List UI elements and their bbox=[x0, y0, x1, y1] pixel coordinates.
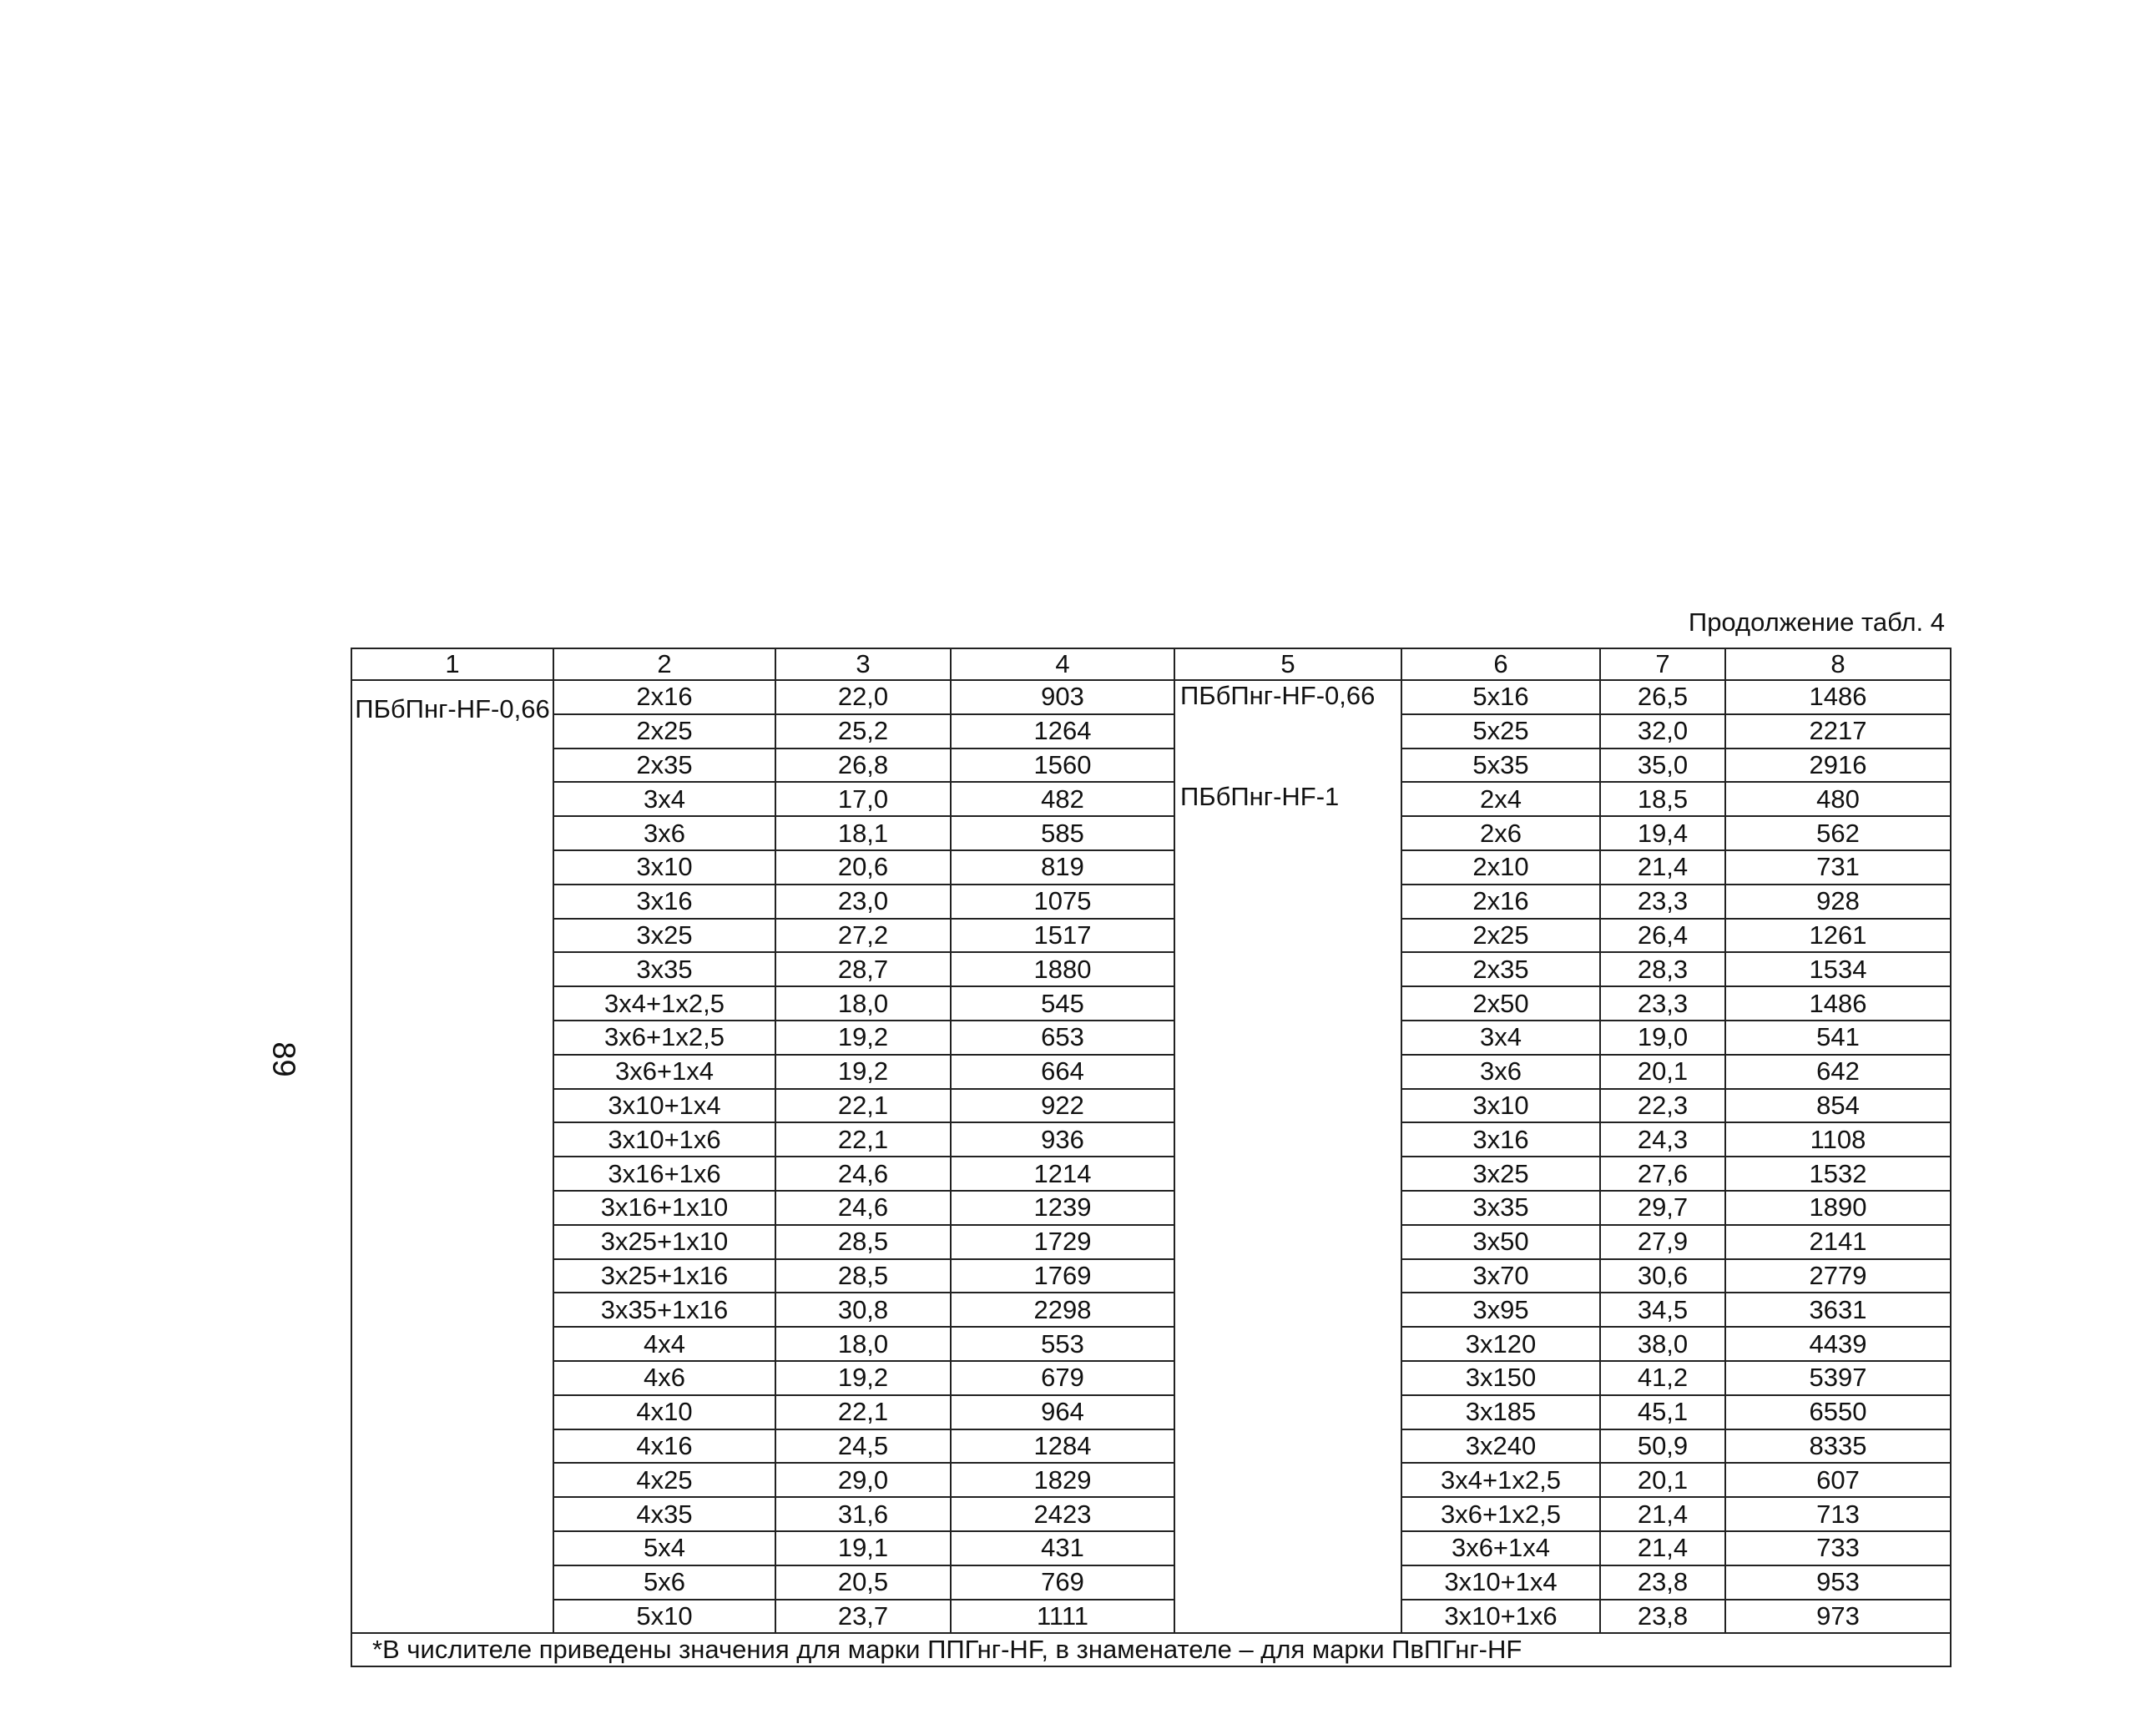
cell: 653 bbox=[951, 1021, 1174, 1055]
cell: 3x240 bbox=[1401, 1429, 1600, 1464]
cell: 3x25+1x16 bbox=[553, 1259, 775, 1293]
cell: 431 bbox=[951, 1531, 1174, 1565]
cell: 23,0 bbox=[775, 885, 951, 919]
cell: 25,2 bbox=[775, 714, 951, 749]
cell: 21,4 bbox=[1600, 1531, 1725, 1565]
cell: 928 bbox=[1725, 885, 1951, 919]
cell: 664 bbox=[951, 1055, 1174, 1089]
cell: 31,6 bbox=[775, 1497, 951, 1531]
cell: 22,1 bbox=[775, 1122, 951, 1157]
cell: 3x16 bbox=[553, 885, 775, 919]
table-caption: Продолжение табл. 4 bbox=[1688, 607, 1945, 637]
cell: 17,0 bbox=[775, 782, 951, 816]
cell: 731 bbox=[1725, 850, 1951, 885]
cell: 3x16+1x10 bbox=[553, 1191, 775, 1225]
cell: 953 bbox=[1725, 1565, 1951, 1600]
table-row bbox=[351, 782, 1951, 816]
cell: 2423 bbox=[951, 1497, 1174, 1531]
cell: 545 bbox=[951, 986, 1174, 1021]
cell: 1560 bbox=[951, 749, 1174, 783]
cell: 1729 bbox=[951, 1225, 1174, 1259]
cell: 1532 bbox=[1725, 1157, 1951, 1191]
cell: 5x16 bbox=[1401, 680, 1600, 714]
table-row bbox=[351, 1395, 1951, 1429]
cell: 2x25 bbox=[553, 714, 775, 749]
footnote: *В числителе приведены значения для марки ППГнг-HF, в знаменателе – для марки ПвПГнг-HF bbox=[351, 1633, 1951, 1666]
cell: 23,8 bbox=[1600, 1600, 1725, 1634]
column-header: 8 bbox=[1725, 648, 1951, 680]
table-row bbox=[351, 1021, 1951, 1055]
cell: 3x4 bbox=[553, 782, 775, 816]
table-row bbox=[351, 850, 1951, 885]
cell: 4x4 bbox=[553, 1327, 775, 1361]
cell: 22,3 bbox=[1600, 1089, 1725, 1123]
cell: 2x16 bbox=[553, 680, 775, 714]
cell: 24,6 bbox=[775, 1157, 951, 1191]
cell: 642 bbox=[1725, 1055, 1951, 1089]
cell: 3x25 bbox=[1401, 1157, 1600, 1191]
cell: 28,5 bbox=[775, 1225, 951, 1259]
cell: 1486 bbox=[1725, 986, 1951, 1021]
cell: 21,4 bbox=[1600, 1497, 1725, 1531]
cell: 3x4 bbox=[1401, 1021, 1600, 1055]
cell: 45,1 bbox=[1600, 1395, 1725, 1429]
cell: 21,4 bbox=[1600, 850, 1725, 885]
column-header: 6 bbox=[1401, 648, 1600, 680]
cell: 482 bbox=[951, 782, 1174, 816]
brand-cell-right-b: ПБбПнг-HF-1 bbox=[1174, 782, 1401, 1633]
cable-table bbox=[351, 648, 1952, 1667]
table-row bbox=[351, 1157, 1951, 1191]
cell: 607 bbox=[1725, 1463, 1951, 1497]
cell: 2141 bbox=[1725, 1225, 1951, 1259]
table-row bbox=[351, 1327, 1951, 1361]
table-row bbox=[351, 986, 1951, 1021]
cell: 2x35 bbox=[1401, 952, 1600, 986]
cell: 26,8 bbox=[775, 749, 951, 783]
cell: 27,6 bbox=[1600, 1157, 1725, 1191]
cell: 5x10 bbox=[553, 1600, 775, 1634]
column-header: 5 bbox=[1174, 648, 1401, 680]
cell: 19,2 bbox=[775, 1021, 951, 1055]
cell: 3x10 bbox=[553, 850, 775, 885]
cell: 1075 bbox=[951, 885, 1174, 919]
table-row bbox=[351, 1122, 1951, 1157]
cell: 41,2 bbox=[1600, 1361, 1725, 1395]
cell: 23,3 bbox=[1600, 986, 1725, 1021]
cell: 4x35 bbox=[553, 1497, 775, 1531]
header-row bbox=[351, 648, 1951, 680]
cell: 3x16+1x6 bbox=[553, 1157, 775, 1191]
brand-cell-right-a: ПБбПнг-HF-0,66 bbox=[1174, 680, 1401, 782]
cell: 1486 bbox=[1725, 680, 1951, 714]
cell: 8335 bbox=[1725, 1429, 1951, 1464]
cell: 3x35 bbox=[553, 952, 775, 986]
cell: 3x6+1x4 bbox=[553, 1055, 775, 1089]
cell: 4x6 bbox=[553, 1361, 775, 1395]
cell: 1284 bbox=[951, 1429, 1174, 1464]
cell: 2x50 bbox=[1401, 986, 1600, 1021]
cell: 5397 bbox=[1725, 1361, 1951, 1395]
cell: 2779 bbox=[1725, 1259, 1951, 1293]
cell: 903 bbox=[951, 680, 1174, 714]
cell: 3x25+1x10 bbox=[553, 1225, 775, 1259]
cell: 3x35 bbox=[1401, 1191, 1600, 1225]
cell: 1890 bbox=[1725, 1191, 1951, 1225]
cell: 6550 bbox=[1725, 1395, 1951, 1429]
cell: 1261 bbox=[1725, 919, 1951, 953]
cell: 20,6 bbox=[775, 850, 951, 885]
column-header: 3 bbox=[775, 648, 951, 680]
cell: 3x4+1x2,5 bbox=[1401, 1463, 1600, 1497]
cell: 2x10 bbox=[1401, 850, 1600, 885]
cell: 18,1 bbox=[775, 816, 951, 850]
brand-cell-left: ПБбПнг-HF-0,66 bbox=[351, 680, 553, 1633]
cell: 19,2 bbox=[775, 1361, 951, 1395]
table-row bbox=[351, 1429, 1951, 1464]
cell: 3x6+1x2,5 bbox=[553, 1021, 775, 1055]
cell: 1829 bbox=[951, 1463, 1174, 1497]
cell: 26,4 bbox=[1600, 919, 1725, 953]
cell: 3x10+1x6 bbox=[553, 1122, 775, 1157]
cell: 27,2 bbox=[775, 919, 951, 953]
cell: 585 bbox=[951, 816, 1174, 850]
cell: 964 bbox=[951, 1395, 1174, 1429]
table-row bbox=[351, 1361, 1951, 1395]
cell: 3x10 bbox=[1401, 1089, 1600, 1123]
cell: 20,1 bbox=[1600, 1055, 1725, 1089]
cell: 1769 bbox=[951, 1259, 1174, 1293]
cell: 3x150 bbox=[1401, 1361, 1600, 1395]
cell: 3x10+1x6 bbox=[1401, 1600, 1600, 1634]
cell: 3x35+1x16 bbox=[553, 1293, 775, 1327]
column-header: 4 bbox=[951, 648, 1174, 680]
cell: 480 bbox=[1725, 782, 1951, 816]
cell: 22,1 bbox=[775, 1395, 951, 1429]
cell: 541 bbox=[1725, 1021, 1951, 1055]
cell: 5x4 bbox=[553, 1531, 775, 1565]
table-row bbox=[351, 1497, 1951, 1531]
table-row bbox=[351, 1463, 1951, 1497]
cell: 18,0 bbox=[775, 986, 951, 1021]
cell: 22,1 bbox=[775, 1089, 951, 1123]
cell: 3x6+1x2,5 bbox=[1401, 1497, 1600, 1531]
cell: 4439 bbox=[1725, 1327, 1951, 1361]
cell: 769 bbox=[951, 1565, 1174, 1600]
cell: 28,5 bbox=[775, 1259, 951, 1293]
table-row bbox=[351, 1089, 1951, 1123]
cell: 2217 bbox=[1725, 714, 1951, 749]
cell: 3x10+1x4 bbox=[553, 1089, 775, 1123]
cell: 819 bbox=[951, 850, 1174, 885]
table-row bbox=[351, 1055, 1951, 1089]
cell: 23,3 bbox=[1600, 885, 1725, 919]
footnote-row bbox=[351, 1633, 1951, 1666]
cell: 973 bbox=[1725, 1600, 1951, 1634]
cell: 2x35 bbox=[553, 749, 775, 783]
cell: 28,3 bbox=[1600, 952, 1725, 986]
table-row bbox=[351, 1191, 1951, 1225]
cell: 19,2 bbox=[775, 1055, 951, 1089]
cell: 3x16 bbox=[1401, 1122, 1600, 1157]
cell: 19,1 bbox=[775, 1531, 951, 1565]
cell: 50,9 bbox=[1600, 1429, 1725, 1464]
cell: 38,0 bbox=[1600, 1327, 1725, 1361]
table-row bbox=[351, 952, 1951, 986]
cell: 20,1 bbox=[1600, 1463, 1725, 1497]
cell: 1264 bbox=[951, 714, 1174, 749]
table-row bbox=[351, 1600, 1951, 1634]
cell: 30,6 bbox=[1600, 1259, 1725, 1293]
cell: 3x120 bbox=[1401, 1327, 1600, 1361]
table-row bbox=[351, 749, 1951, 783]
cell: 19,0 bbox=[1600, 1021, 1725, 1055]
cell: 26,5 bbox=[1600, 680, 1725, 714]
cell: 19,4 bbox=[1600, 816, 1725, 850]
cell: 27,9 bbox=[1600, 1225, 1725, 1259]
cell: 5x6 bbox=[553, 1565, 775, 1600]
cell: 4x16 bbox=[553, 1429, 775, 1464]
cell: 2x6 bbox=[1401, 816, 1600, 850]
cell: 3x70 bbox=[1401, 1259, 1600, 1293]
cell: 936 bbox=[951, 1122, 1174, 1157]
cell: 20,5 bbox=[775, 1565, 951, 1600]
cell: 854 bbox=[1725, 1089, 1951, 1123]
cell: 4x10 bbox=[553, 1395, 775, 1429]
cell: 679 bbox=[951, 1361, 1174, 1395]
column-header: 2 bbox=[553, 648, 775, 680]
column-header: 1 bbox=[351, 648, 553, 680]
cell: 5x35 bbox=[1401, 749, 1600, 783]
cell: 18,5 bbox=[1600, 782, 1725, 816]
table-row bbox=[351, 1259, 1951, 1293]
table-row bbox=[351, 885, 1951, 919]
table-row bbox=[351, 1565, 1951, 1600]
cell: 3x50 bbox=[1401, 1225, 1600, 1259]
cell: 553 bbox=[951, 1327, 1174, 1361]
cell: 3631 bbox=[1725, 1293, 1951, 1327]
cell: 2298 bbox=[951, 1293, 1174, 1327]
cell: 922 bbox=[951, 1089, 1174, 1123]
cell: 733 bbox=[1725, 1531, 1951, 1565]
cell: 1111 bbox=[951, 1600, 1174, 1634]
cell: 562 bbox=[1725, 816, 1951, 850]
table-row bbox=[351, 1225, 1951, 1259]
cell: 1214 bbox=[951, 1157, 1174, 1191]
cell: 28,7 bbox=[775, 952, 951, 986]
cell: 34,5 bbox=[1600, 1293, 1725, 1327]
table-row bbox=[351, 919, 1951, 953]
table-row bbox=[351, 680, 1951, 714]
cell: 18,0 bbox=[775, 1327, 951, 1361]
cell: 3x6 bbox=[553, 816, 775, 850]
cell: 1239 bbox=[951, 1191, 1174, 1225]
cell: 23,8 bbox=[1600, 1565, 1725, 1600]
cell: 35,0 bbox=[1600, 749, 1725, 783]
cell: 24,5 bbox=[775, 1429, 951, 1464]
page-number: 89 bbox=[265, 1041, 301, 1077]
cell: 3x10+1x4 bbox=[1401, 1565, 1600, 1600]
cell: 1880 bbox=[951, 952, 1174, 986]
cell: 713 bbox=[1725, 1497, 1951, 1531]
cell: 2916 bbox=[1725, 749, 1951, 783]
cell: 29,0 bbox=[775, 1463, 951, 1497]
cell: 30,8 bbox=[775, 1293, 951, 1327]
cell: 3x95 bbox=[1401, 1293, 1600, 1327]
table-row bbox=[351, 1531, 1951, 1565]
cell: 3x25 bbox=[553, 919, 775, 953]
cell: 24,6 bbox=[775, 1191, 951, 1225]
cell: 3x6+1x4 bbox=[1401, 1531, 1600, 1565]
cell: 24,3 bbox=[1600, 1122, 1725, 1157]
cell: 1108 bbox=[1725, 1122, 1951, 1157]
cell: 2x25 bbox=[1401, 919, 1600, 953]
cell: 29,7 bbox=[1600, 1191, 1725, 1225]
table-row bbox=[351, 816, 1951, 850]
cell: 3x185 bbox=[1401, 1395, 1600, 1429]
cell: 5x25 bbox=[1401, 714, 1600, 749]
column-header: 7 bbox=[1600, 648, 1725, 680]
cell: 1534 bbox=[1725, 952, 1951, 986]
cell: 2x4 bbox=[1401, 782, 1600, 816]
cell: 23,7 bbox=[775, 1600, 951, 1634]
table-row bbox=[351, 1293, 1951, 1327]
cell: 3x6 bbox=[1401, 1055, 1600, 1089]
table-row bbox=[351, 714, 1951, 749]
cell: 3x4+1x2,5 bbox=[553, 986, 775, 1021]
cell: 2x16 bbox=[1401, 885, 1600, 919]
cell: 1517 bbox=[951, 919, 1174, 953]
cell: 22,0 bbox=[775, 680, 951, 714]
cell: 4x25 bbox=[553, 1463, 775, 1497]
cell: 32,0 bbox=[1600, 714, 1725, 749]
